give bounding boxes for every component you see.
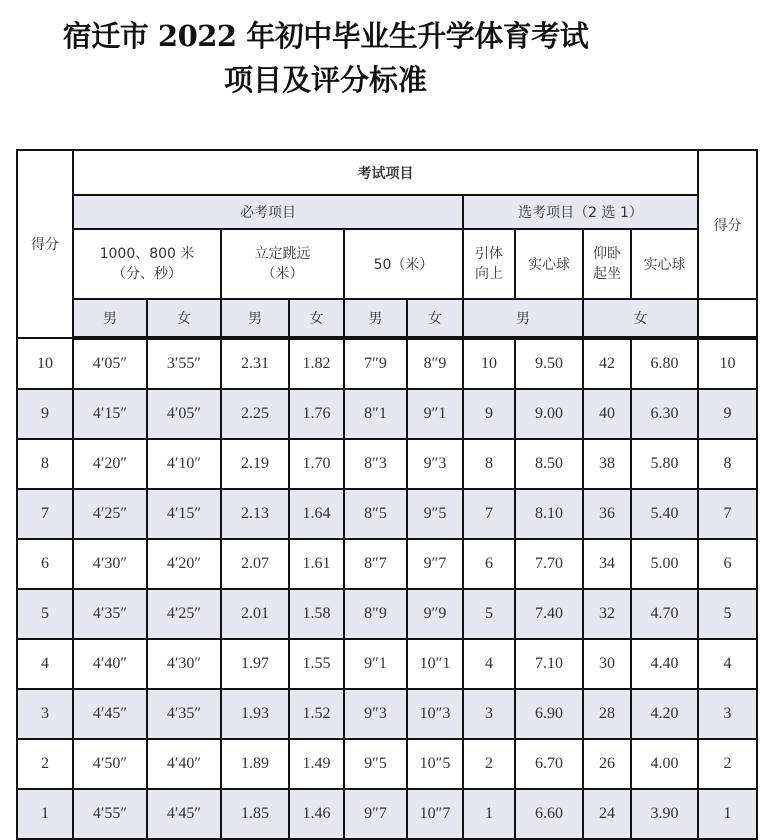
sprint-female-cell: 9″5 — [407, 489, 463, 539]
sprint-male-cell: 8″1 — [344, 389, 407, 439]
situp-cell: 36 — [583, 489, 631, 539]
ball-male-cell: 8.50 — [515, 439, 583, 489]
score-cell: 8 — [17, 439, 73, 489]
ball-male-cell: 6.70 — [515, 739, 583, 789]
score-cell: 2 — [17, 739, 73, 789]
sprint-female-cell: 9″1 — [407, 389, 463, 439]
ball-female-cell: 6.30 — [631, 389, 698, 439]
table-row — [17, 789, 757, 839]
jump-female-cell: 1.76 — [289, 389, 344, 439]
gender-jump-male: 男 — [221, 299, 289, 338]
score-right-cell: 6 — [698, 539, 757, 589]
pullup-cell: 7 — [463, 489, 515, 539]
sprint-female-cell: 10″3 — [407, 689, 463, 739]
sprint-male-cell: 9″3 — [344, 689, 407, 739]
run-female-cell: 3′55″ — [147, 338, 221, 389]
ball-male-cell: 7.40 — [515, 589, 583, 639]
scoring-table — [16, 149, 758, 840]
situp-cell: 32 — [583, 589, 631, 639]
score-cell: 10 — [17, 338, 73, 389]
ball-male-cell: 6.90 — [515, 689, 583, 739]
run-header-line1: 1000、800 米 — [99, 246, 195, 262]
table-row — [17, 539, 757, 589]
pullup-cell: 1 — [463, 789, 515, 839]
sprint-male-cell: 8″9 — [344, 589, 407, 639]
ball-male-header: 实心球 — [515, 229, 583, 299]
gender-sprint-male: 男 — [344, 299, 407, 338]
run-female-cell: 4′35″ — [147, 689, 221, 739]
sprint-female-cell: 9″9 — [407, 589, 463, 639]
ball-male-cell: 7.70 — [515, 539, 583, 589]
situp-cell: 40 — [583, 389, 631, 439]
situp-header-line2: 起坐 — [593, 266, 621, 282]
pullup-cell: 9 — [463, 389, 515, 439]
ball-female-cell: 5.80 — [631, 439, 698, 489]
situp-cell: 26 — [583, 739, 631, 789]
run-male-cell: 4′40″ — [73, 639, 147, 689]
jump-male-cell: 1.97 — [221, 639, 289, 689]
sprint-female-cell: 10″1 — [407, 639, 463, 689]
jump-female-cell: 1.55 — [289, 639, 344, 689]
score-cell: 7 — [17, 489, 73, 539]
jump-female-cell: 1.52 — [289, 689, 344, 739]
ball-male-cell: 8.10 — [515, 489, 583, 539]
sprint-female-cell: 10″5 — [407, 739, 463, 789]
run-male-cell: 4′30″ — [73, 539, 147, 589]
run-header — [73, 229, 221, 299]
pullup-cell: 8 — [463, 439, 515, 489]
ball-female-cell: 5.40 — [631, 489, 698, 539]
run-male-cell: 4′15″ — [73, 389, 147, 439]
table-row — [17, 489, 757, 539]
ball-male-cell: 9.50 — [515, 338, 583, 389]
situp-cell: 38 — [583, 439, 631, 489]
score-right-cell: 5 — [698, 589, 757, 639]
score-header-left: 得分 — [17, 150, 73, 338]
jump-female-cell: 1.70 — [289, 439, 344, 489]
ball-female-cell: 4.00 — [631, 739, 698, 789]
situp-cell: 34 — [583, 539, 631, 589]
score-cell: 4 — [17, 639, 73, 689]
run-male-cell: 4′50″ — [73, 739, 147, 789]
gender-optional-male: 男 — [463, 299, 583, 338]
jump-header-line1: 立定跳远 — [254, 246, 311, 262]
table-row — [17, 389, 757, 439]
run-female-cell: 4′20″ — [147, 539, 221, 589]
pullup-header-line1: 引体 — [475, 246, 503, 262]
sprint-header: 50（米） — [344, 229, 463, 299]
table-row — [17, 439, 757, 489]
ball-female-cell: 5.00 — [631, 539, 698, 589]
table-row — [17, 639, 757, 689]
jump-male-cell: 2.25 — [221, 389, 289, 439]
ball-female-cell: 4.40 — [631, 639, 698, 689]
run-female-cell: 4′05″ — [147, 389, 221, 439]
jump-female-cell: 1.82 — [289, 338, 344, 389]
sprint-female-cell: 8″9 — [407, 338, 463, 389]
score-header-right-blank — [698, 299, 757, 338]
score-cell: 5 — [17, 589, 73, 639]
score-right-cell: 3 — [698, 689, 757, 739]
jump-male-cell: 2.19 — [221, 439, 289, 489]
pullup-cell: 2 — [463, 739, 515, 789]
jump-female-cell: 1.46 — [289, 789, 344, 839]
pullup-cell: 10 — [463, 338, 515, 389]
table-row — [17, 589, 757, 639]
jump-male-cell: 1.93 — [221, 689, 289, 739]
jump-male-cell: 2.07 — [221, 539, 289, 589]
jump-male-cell: 1.85 — [221, 789, 289, 839]
pullup-cell: 5 — [463, 589, 515, 639]
ball-female-cell: 6.80 — [631, 338, 698, 389]
jump-header-line2: （米） — [261, 266, 304, 282]
score-header-right: 得分 — [698, 150, 757, 299]
score-right-cell: 9 — [698, 389, 757, 439]
score-cell: 3 — [17, 689, 73, 739]
run-female-cell: 4′10″ — [147, 439, 221, 489]
pullup-header-line2: 向上 — [475, 266, 503, 282]
sprint-male-cell: 9″1 — [344, 639, 407, 689]
score-right-cell: 10 — [698, 338, 757, 389]
jump-male-cell: 1.89 — [221, 739, 289, 789]
jump-male-cell: 2.01 — [221, 589, 289, 639]
score-right-cell: 2 — [698, 739, 757, 789]
jump-header — [221, 229, 344, 299]
run-female-cell: 4′25″ — [147, 589, 221, 639]
sprint-female-cell: 9″3 — [407, 439, 463, 489]
situp-cell: 24 — [583, 789, 631, 839]
sprint-male-cell: 9″5 — [344, 739, 407, 789]
ball-female-cell: 4.20 — [631, 689, 698, 739]
score-right-cell: 8 — [698, 439, 757, 489]
required-items-header: 必考项目 — [73, 195, 463, 229]
pullup-header — [463, 229, 515, 299]
table-row — [17, 739, 757, 789]
jump-male-cell: 2.31 — [221, 338, 289, 389]
pullup-cell: 4 — [463, 639, 515, 689]
table-row — [17, 689, 757, 739]
gender-sprint-female: 女 — [407, 299, 463, 338]
optional-items-header: 选考项目（2 选 1） — [463, 195, 698, 229]
run-female-cell: 4′30″ — [147, 639, 221, 689]
run-male-cell: 4′05″ — [73, 338, 147, 389]
run-male-cell: 4′35″ — [73, 589, 147, 639]
pullup-cell: 3 — [463, 689, 515, 739]
sprint-female-cell: 10″7 — [407, 789, 463, 839]
situp-cell: 42 — [583, 338, 631, 389]
jump-female-cell: 1.61 — [289, 539, 344, 589]
score-cell: 6 — [17, 539, 73, 589]
exam-items-header: 考试项目 — [73, 150, 698, 195]
ball-male-cell: 7.10 — [515, 639, 583, 689]
run-male-cell: 4′55″ — [73, 789, 147, 839]
situp-cell: 30 — [583, 639, 631, 689]
page-title-line1: 宿迁市 2022 年初中毕业生升学体育考试 — [62, 19, 589, 53]
gender-run-male: 男 — [73, 299, 147, 338]
jump-female-cell: 1.64 — [289, 489, 344, 539]
jump-male-cell: 2.13 — [221, 489, 289, 539]
sprint-male-cell: 8″3 — [344, 439, 407, 489]
table-row — [17, 338, 757, 389]
score-right-cell: 1 — [698, 789, 757, 839]
jump-female-cell: 1.49 — [289, 739, 344, 789]
score-right-cell: 7 — [698, 489, 757, 539]
sprint-male-cell: 9″7 — [344, 789, 407, 839]
score-right-cell: 4 — [698, 639, 757, 689]
score-cell: 9 — [17, 389, 73, 439]
gender-run-female: 女 — [147, 299, 221, 338]
run-female-cell: 4′40″ — [147, 739, 221, 789]
ball-male-cell: 9.00 — [515, 389, 583, 439]
situp-header — [583, 229, 631, 299]
run-female-cell: 4′45″ — [147, 789, 221, 839]
ball-female-cell: 3.90 — [631, 789, 698, 839]
sprint-male-cell: 8″5 — [344, 489, 407, 539]
run-female-cell: 4′15″ — [147, 489, 221, 539]
score-cell: 1 — [17, 789, 73, 839]
ball-female-header: 实心球 — [631, 229, 698, 299]
pullup-cell: 6 — [463, 539, 515, 589]
ball-male-cell: 6.60 — [515, 789, 583, 839]
sprint-male-cell: 8″7 — [344, 539, 407, 589]
sprint-male-cell: 7″9 — [344, 338, 407, 389]
jump-female-cell: 1.58 — [289, 589, 344, 639]
run-header-line2: （分、秒） — [112, 266, 182, 282]
sprint-female-cell: 9″7 — [407, 539, 463, 589]
page-title-line2: 项目及评分标准 — [223, 63, 427, 97]
situp-header-line1: 仰卧 — [593, 246, 621, 262]
run-male-cell: 4′25″ — [73, 489, 147, 539]
run-male-cell: 4′45″ — [73, 689, 147, 739]
ball-female-cell: 4.70 — [631, 589, 698, 639]
gender-jump-female: 女 — [289, 299, 344, 338]
situp-cell: 28 — [583, 689, 631, 739]
run-male-cell: 4′20″ — [73, 439, 147, 489]
gender-optional-female: 女 — [583, 299, 698, 338]
